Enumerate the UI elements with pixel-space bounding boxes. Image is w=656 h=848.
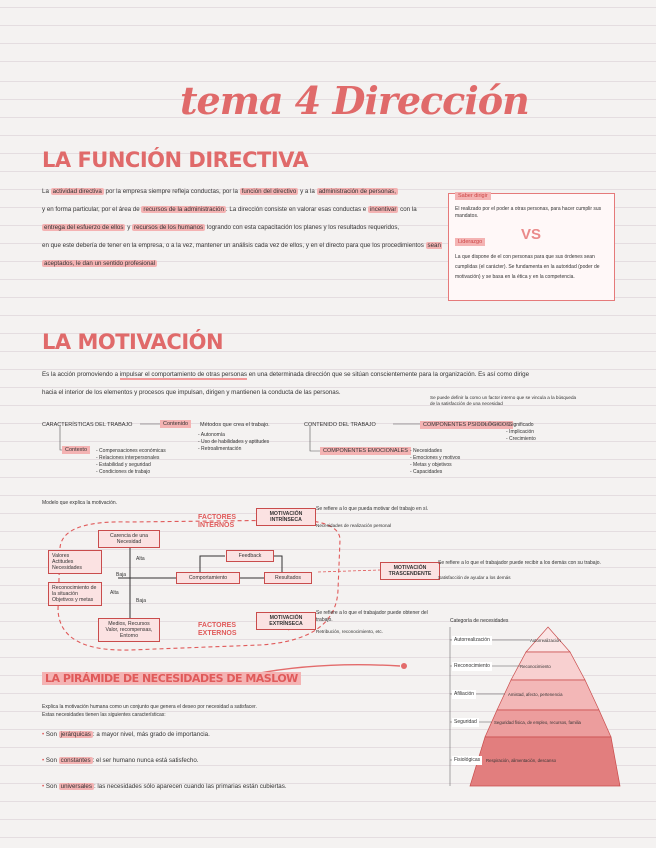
transcendent-motivation-box: MOTIVACIÓN TRASCENDENTE [380,562,440,580]
bullet-keyword: constantes [60,757,91,764]
psicologico-item: - Significado [506,422,534,428]
emocional-item: - Metas y objetivos [410,462,452,468]
personal-factor: Valores [52,553,70,559]
transcendent-highlight: Satisfacción de ayudar a los demás [438,575,511,580]
section-heading-motivacion: LA MOTIVACIÓN [42,330,224,354]
tree-b1-text: Métodos que crea el trabajo. [200,422,270,428]
pyramid-level-label: Fisiológicas [454,757,481,763]
behaviour-box: Comportamiento [176,572,240,584]
bullet-text: : a mayor nivel, más grado de importancia. [92,731,210,738]
bullet-text: : las necesidades sólo aparecen cuando las primarias están cubiertas. [93,783,287,790]
feedback-box: Feedback [226,550,274,562]
external-box: Medios, Recursos Valor, recompensas, Entorno [98,618,160,642]
intrinsic-text: Se refiere a lo que pueda motivar del trabajo en sí. [316,506,429,512]
transcendent-text: Se refiere a lo que el trabajador puede recibir a los demás con su trabajo. [438,560,601,566]
plain-text: La [42,188,51,195]
bullet-icon: • [42,783,46,790]
highlight-text: recursos de los humanos [134,224,204,231]
saber-dirigir-tag: Saber dirigir [455,192,491,200]
section-heading-directiva: LA FUNCIÓN DIRECTIVA [42,148,309,172]
bullet-keyword: universales [60,783,92,790]
contexto-item: - Compensaciones económicas [96,448,166,454]
psicologico-item: - Crecimiento [506,436,536,442]
liderazgo-tag: Liderazgo [455,238,485,246]
pyramid-level-label: Autorrealización [454,637,490,643]
emocional-item: - Necesidades [410,448,442,454]
personal-factor: Reconocimiento de la situación [52,585,97,597]
highlight-text: administración de personas, [318,188,396,195]
extrinsic-highlight: Retribución, reconocimiento, etc. [316,629,383,634]
plain-text: logrando con esta capacitación los planes y los resultados requeridos, [205,224,400,231]
pyramid-level-label: Afiliación [454,691,475,697]
emocional-item: - Emociones y motivos [410,455,461,461]
plain-text: por la empresa siempre refleja conductas, por la [103,188,240,195]
mini-label-c: Baja [136,598,147,604]
plain-text: y a la [298,188,317,195]
personal-factor: Objetivos y metas [52,597,94,603]
intrinsic-motivation-box: MOTIVACIÓN INTRÍNSECA [256,508,316,526]
mot-line1-b: en una determinada dirección que se sitúan conscientemente para la organización. Es así como dirige [246,371,530,378]
contexto-item: - Relaciones interpersonales [96,455,160,461]
highlight-text: función del directivo [241,188,297,195]
tree-c2: COMPONENTES EMOCIONALES [320,447,411,455]
mini-label-d: Alta [110,590,119,596]
model-label: Modelo que explica la motivación. [42,500,118,506]
highlight-text: aceptados, le dan un sentido profesional [44,260,156,267]
contexto-item: - Condiciones de trabajo [96,469,151,475]
tree-c1-right: COMPONENTES PSICOLÓGICOS [420,421,513,429]
vs-label: VS [521,226,542,243]
tree-c1: CONTENIDO DEL TRABAJO [304,422,376,428]
psicologico-item: - Implicación [506,429,535,435]
pyramid-level-desc: Amistad, afecto, pertenencia [508,692,563,697]
contenido-item: - Autonomía [198,432,225,438]
pyramid-level-desc: Reconocimiento [520,664,551,669]
external-factors: FACTORES EXTERNOS [198,622,237,637]
highlight-text: entrega del esfuerzo de ellos [44,224,124,231]
plain-text: en que este debería de tener en la empresa, o a la vez, mantener un análisis cada vez de ellos, y en el directo para que los procedimientos [42,242,426,249]
bullet-icon: • [42,731,46,738]
mot-line2: hacia el interior de los elementos y procesos que impulsan, dirigen y mantienen la conducta de las personas. [42,389,341,396]
highlight-text: recursos de la administración [143,206,224,213]
personal-factor: Actitudes [52,559,74,565]
highlight-text: sean [427,242,441,249]
bullet-text: Son [45,757,59,764]
contenido-item: - Uso de habilidades y aptitudes [198,439,270,445]
pyramid-level-desc: Respiración, alimentación, descanso [486,758,556,763]
pyramid-level-desc: Seguridad física, de empleo, recursos, familia [494,720,581,725]
intrinsic-highlight: Necesidades de realización personal [316,523,392,528]
pyramid-level-desc: Autorrealización [530,638,561,643]
pyramid-level-label: Seguridad [454,719,477,725]
tree-b1: Contenido [160,420,191,428]
bullet-text: Son [45,783,59,790]
bullet-text: Son [45,731,59,738]
plain-text: y [125,224,133,231]
bullet-keyword: jerárquicas [60,731,91,738]
tree-root: CARACTERÍSTICAS DEL TRABAJO [42,422,133,428]
emocional-item: - Capacidades [410,469,443,475]
needs-box: Carencia de una Necesidad [98,530,160,548]
extrinsic-motivation-box: MOTIVACIÓN EXTRÍNSECA [256,612,316,630]
pyramid-level-label: Reconocimiento [454,663,490,669]
mot-line1-hl: impulsar el comportamiento de otras personas [119,371,247,378]
highlight-text: incentivar [369,206,397,213]
plain-text: y en forma particular, por el área de [42,206,142,213]
internal-factors: FACTORES INTERNOS [198,514,236,529]
personal-factor: Necesidades [52,565,82,571]
highlight-text: actividad directiva [52,188,102,195]
mot-line1-a: Es la acción promoviendo a [42,371,120,378]
contenido-item: - Retroalimentación [198,446,242,452]
bullet-text: : el ser humano nunca está satisfecho. [92,757,199,764]
liderazgo-text: La que dispone de el con personas para que sus órdenes sean cumplidas (el carácter). Se fundamenta en la autoridad (poder de motivación) y se basa en la ética y en la competencia. [455,254,600,280]
bullet-icon: • [42,757,46,764]
saber-dirigir-text: El realizado por el poder a otras personas, para hacer cumplir sus mandatos. [455,206,602,219]
results-box: Resultados [264,572,312,584]
tree-b2: Contexto [62,446,90,454]
section-heading-maslow: LA PIRÁMIDE DE NECESIDADES DE MASLOW [42,672,301,685]
extrinsic-text: Se refiere a lo que el trabajador puede obtener del trabajo. [316,610,428,623]
mini-label-a: Baja [116,572,127,578]
maslow-intro-2: Estas necesidades tienen las siguientes características: [42,712,166,718]
page-title: tema 4 Dirección [180,78,529,123]
maslow-intro-1: Explica la motivación humana como un conjunto que genera el deseo por necesidad a satisfacer. [42,704,257,710]
plain-text: con la [398,206,417,213]
contexto-item: - Estabilidad y seguridad [96,462,151,468]
pyramid-title: Categoría de necesidades [450,618,509,624]
motivacion-note: Se puede definir la como un factor interno que se vincula a la búsqueda de la satisfacción de una necesidad [430,395,577,406]
mini-label-b: Alta [136,556,145,562]
plain-text: . La dirección consiste en valorar esas conductas e [225,206,368,213]
